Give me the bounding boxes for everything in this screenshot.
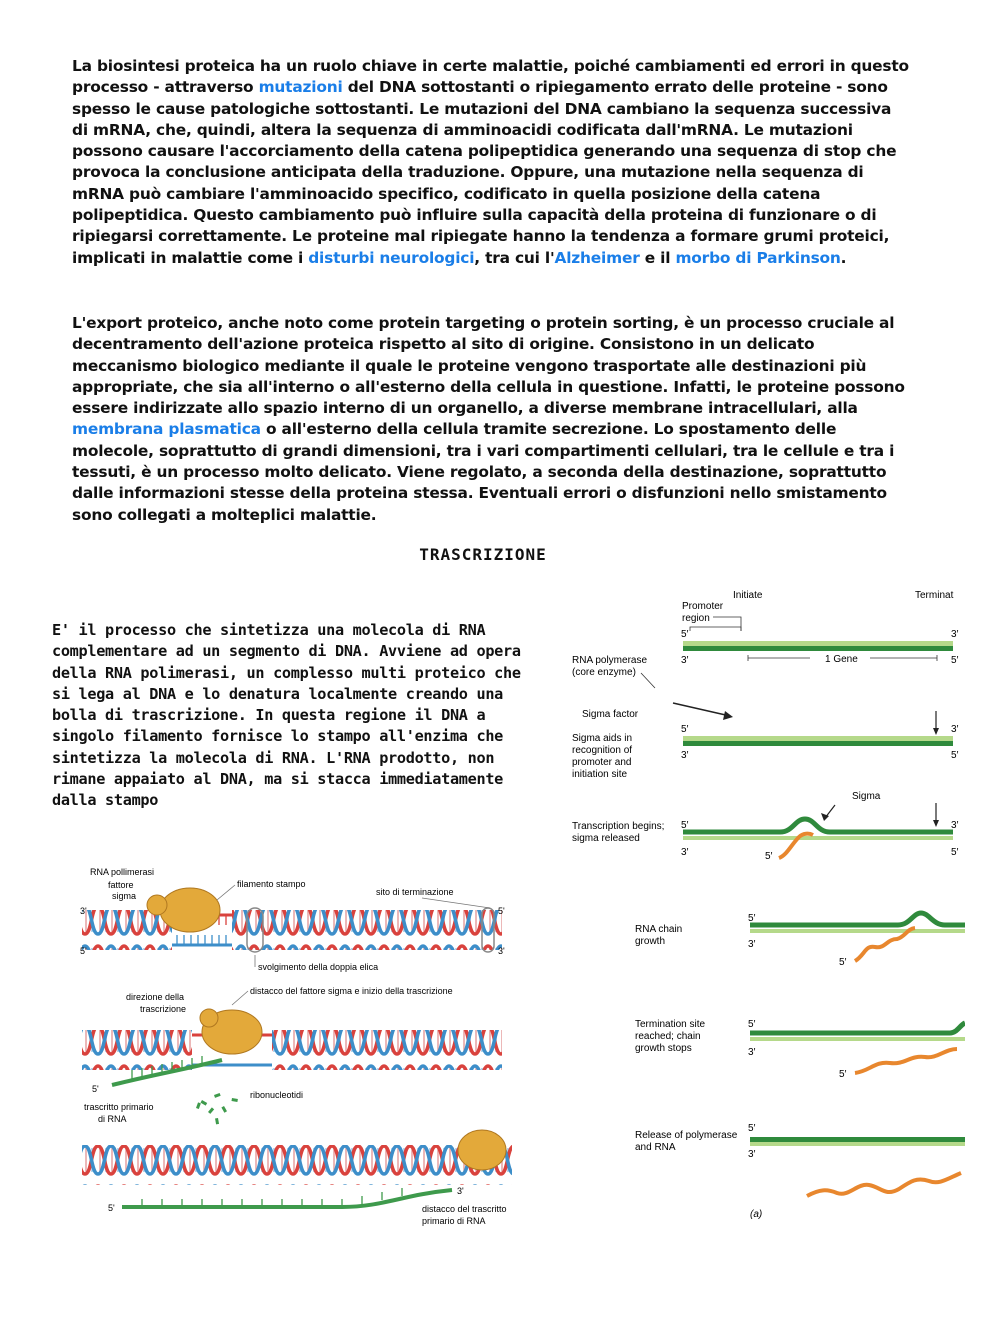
svg-text:5': 5' (108, 1203, 115, 1213)
svg-text:Release of polymerase: Release of polymerase (635, 1130, 738, 1141)
svg-text:sigma released: sigma released (572, 833, 640, 844)
dna-double-helix (82, 910, 502, 950)
dna-strand-light (683, 836, 953, 840)
step-promoter-region (572, 590, 959, 688)
svg-text:5': 5' (92, 1084, 99, 1094)
svg-text:5′: 5′ (681, 820, 689, 831)
svg-text:3′: 3′ (748, 939, 756, 950)
label-svolgimento: svolgimento della doppia elica (258, 962, 379, 972)
svg-text:5′: 5′ (839, 957, 847, 968)
link-membrana-plasmatica[interactable]: membrana plasmatica (72, 420, 261, 439)
svg-text:5': 5' (80, 946, 87, 956)
svg-text:and RNA: and RNA (635, 1142, 676, 1153)
link-alzheimer[interactable]: Alzheimer (554, 248, 640, 267)
svg-text:3′: 3′ (681, 847, 689, 858)
paragraph-protein-export: L'export proteico, anche noto come protein targeting o protein sorting, è un processo cruciale al decentramento dell'azione proteica rispetto al sito di origine. Consistono in un delicato meccanismo biologico mediante il quale le proteine vengono trasportate alle destinazioni più appropriate, che sia all'interno o all'esterno della cellula in questione. Infatti, le proteine possono essere indirizzate allo spazio interno di un organello, a diverse membrane intracellulari, alla membrana plasmatica o all'esterno della cellula tramite secrezione. Lo spostamento delle molecole, soprattutto di grandi dimensioni, tra i vari compartimenti cellulari, tra le cellule e tra i tessuti, è un processo molto delicato. Viene regolato, a seconda della destinazione, soprattutto dalle informazioni stesse della proteina stessa. Eventuali errori o disfunzioni nello smistamento sono collegati a molteplici malattie. (72, 314, 905, 524)
svg-text:Sigma: Sigma (852, 791, 881, 802)
svg-text:Initiate: Initiate (733, 590, 763, 601)
link-disturbi-neurologici[interactable]: disturbi neurologici (308, 248, 475, 267)
svg-text:growth stops: growth stops (635, 1043, 692, 1054)
dna-double-helix (82, 1030, 502, 1070)
ribonucleotides (196, 1093, 238, 1124)
dna-strand-dark (683, 819, 953, 832)
label-sito-di-terminazione: sito di terminazione (376, 887, 454, 897)
sigma-factor-shape (147, 895, 167, 915)
dna-strand-dark (750, 1137, 965, 1142)
svg-text:3': 3' (457, 1186, 464, 1196)
dna-strand-light (683, 641, 953, 646)
dna-strand-dark (683, 741, 953, 746)
section-heading: TRASCRIZIONE (419, 545, 547, 564)
label-distacco-trascritto: distacco del trascritto (422, 1204, 507, 1214)
svg-text:5′: 5′ (681, 629, 689, 640)
link-mutazioni[interactable]: mutazioni (258, 78, 343, 97)
svg-text:Transcription begins;: Transcription begins; (572, 821, 665, 832)
svg-text:3': 3' (498, 946, 505, 956)
label-filamento-stampo: filamento stampo (237, 879, 306, 889)
svg-text:(a): (a) (750, 1209, 763, 1220)
dna-strand-light (750, 1142, 965, 1146)
dna-double-helix (82, 1145, 512, 1185)
dna-strand-dark (750, 1023, 965, 1033)
panel-3-termination (82, 1130, 512, 1226)
svg-text:5′: 5′ (681, 724, 689, 735)
svg-text:3′: 3′ (681, 655, 689, 666)
step-rna-chain-growth (635, 913, 965, 968)
step-termination-site (635, 1019, 965, 1080)
svg-text:fattore: fattore (108, 880, 134, 890)
panel-2-elongation (82, 986, 502, 1124)
svg-text:5′: 5′ (748, 1123, 756, 1134)
svg-text:3′: 3′ (951, 629, 959, 640)
svg-text:5′: 5′ (748, 1019, 756, 1030)
figure-transcription-steps (565, 583, 965, 1223)
svg-text:3': 3' (80, 906, 87, 916)
svg-text:5′: 5′ (748, 913, 756, 924)
sigma-factor-shape (200, 1009, 218, 1027)
dna-strand-dark (683, 646, 953, 651)
svg-text:5': 5' (498, 906, 505, 916)
svg-text:reached; chain: reached; chain (635, 1031, 701, 1042)
svg-text:RNA chain: RNA chain (635, 924, 683, 935)
svg-text:direzione della: direzione della (126, 992, 185, 1002)
dna-strand-light (683, 736, 953, 741)
svg-text:RNA polymerase: RNA polymerase (572, 655, 648, 666)
label-rna-polimerasi: RNA pollimerasi (90, 867, 155, 877)
label-ribonucleotidi: ribonucleotidi (250, 1090, 304, 1100)
dna-strand-light (750, 929, 965, 933)
svg-text:di RNA: di RNA (98, 1114, 127, 1124)
svg-text:5′: 5′ (951, 750, 959, 761)
svg-text:3′: 3′ (681, 750, 689, 761)
svg-text:trascrizione: trascrizione (140, 1004, 187, 1014)
figure-transcription-helix (72, 860, 522, 1230)
svg-text:sigma: sigma (112, 891, 137, 901)
rna-polymerase-shape (160, 888, 220, 932)
link-morbo-di-parkinson[interactable]: morbo di Parkinson (675, 248, 841, 267)
svg-text:Sigma aids in: Sigma aids in (572, 733, 633, 744)
paragraph-transcription: E' il processo che sintetizza una molecola di RNA complementare ad un segmento di DNA. Avviene ad opera della RNA polimerasi, un complesso multi proteico che si lega al DNA e lo denatura localmente creando una bolla di trascrizione. In questa regione il DNA a singolo filamento fornisce lo stampo all'enzima che sintetizza la molecola di RNA. L'RNA prodotto, non rimane appaiato al DNA, ma si stacca immediatamente dalla stampo (52, 621, 521, 810)
svg-text:promoter and: promoter and (572, 757, 632, 768)
svg-text:Terminat: Terminat (915, 590, 954, 601)
svg-text:Termination site: Termination site (635, 1019, 706, 1030)
svg-text:trascritto primario: trascritto primario (84, 1102, 154, 1112)
svg-text:1 Gene: 1 Gene (825, 654, 858, 665)
svg-text:growth: growth (635, 936, 666, 947)
svg-text:5′: 5′ (951, 847, 959, 858)
step-sigma-factor (572, 703, 959, 780)
svg-text:initiation site: initiation site (572, 769, 628, 780)
svg-text:region: region (682, 613, 710, 624)
svg-text:3′: 3′ (748, 1047, 756, 1058)
step-release (635, 1123, 965, 1220)
step-transcription-begins (572, 791, 959, 862)
svg-text:3′: 3′ (951, 724, 959, 735)
svg-text:Sigma factor: Sigma factor (582, 709, 639, 720)
panel-1-initiation (80, 867, 505, 972)
rna-chain (855, 1049, 957, 1073)
label-distacco-sigma: distacco del fattore sigma e inizio della trascrizione (250, 986, 453, 996)
svg-text:5′: 5′ (765, 851, 773, 862)
svg-text:primario di RNA: primario di RNA (422, 1216, 486, 1226)
svg-text:3′: 3′ (748, 1149, 756, 1160)
svg-text:5′: 5′ (839, 1069, 847, 1080)
dna-strand-light (750, 1037, 965, 1041)
svg-text:5′: 5′ (951, 655, 959, 666)
svg-text:Promoter: Promoter (682, 601, 724, 612)
dna-strand-dark (750, 913, 965, 925)
rna-polymerase-shape (458, 1130, 506, 1170)
paragraph-protein-biosynthesis: La biosintesi proteica ha un ruolo chiave in certe malattie, poiché cambiamenti ed errori in questo processo - attraverso mutazioni del DNA sottostanti o ripiegamento errato delle proteine - sono spesso le cause patologiche sottostanti. Le mutazioni del DNA cambiano la sequenza successiva di mRNA, che, quindi, altera la sequenza di amminoacidi codificata dall'mRNA. Le mutazioni possono causare l'accorciamento della catena polipeptidica generando una sequenza di stop che provoca la conclusione anticipata della traduzione. Oppure, una mutazione nella sequenza di mRNA può cambiare l'amminoacido specifico, codificato in quella posizione della catena polipeptidica. Questo cambiamento può influire sulla capacità della proteina di funzionare o di ripiegarsi correttamente. Le proteine mal ripiegate hanno la tendenza a formare grumi proteici, implicati in malattie come i disturbi neurologici, tra cui l'Alzheimer e il morbo di Parkinson. (72, 57, 909, 267)
rna-chain-released (807, 1173, 961, 1196)
svg-text:recognition of: recognition of (572, 745, 633, 756)
svg-text:(core enzyme): (core enzyme) (572, 667, 636, 678)
svg-text:3′: 3′ (951, 820, 959, 831)
